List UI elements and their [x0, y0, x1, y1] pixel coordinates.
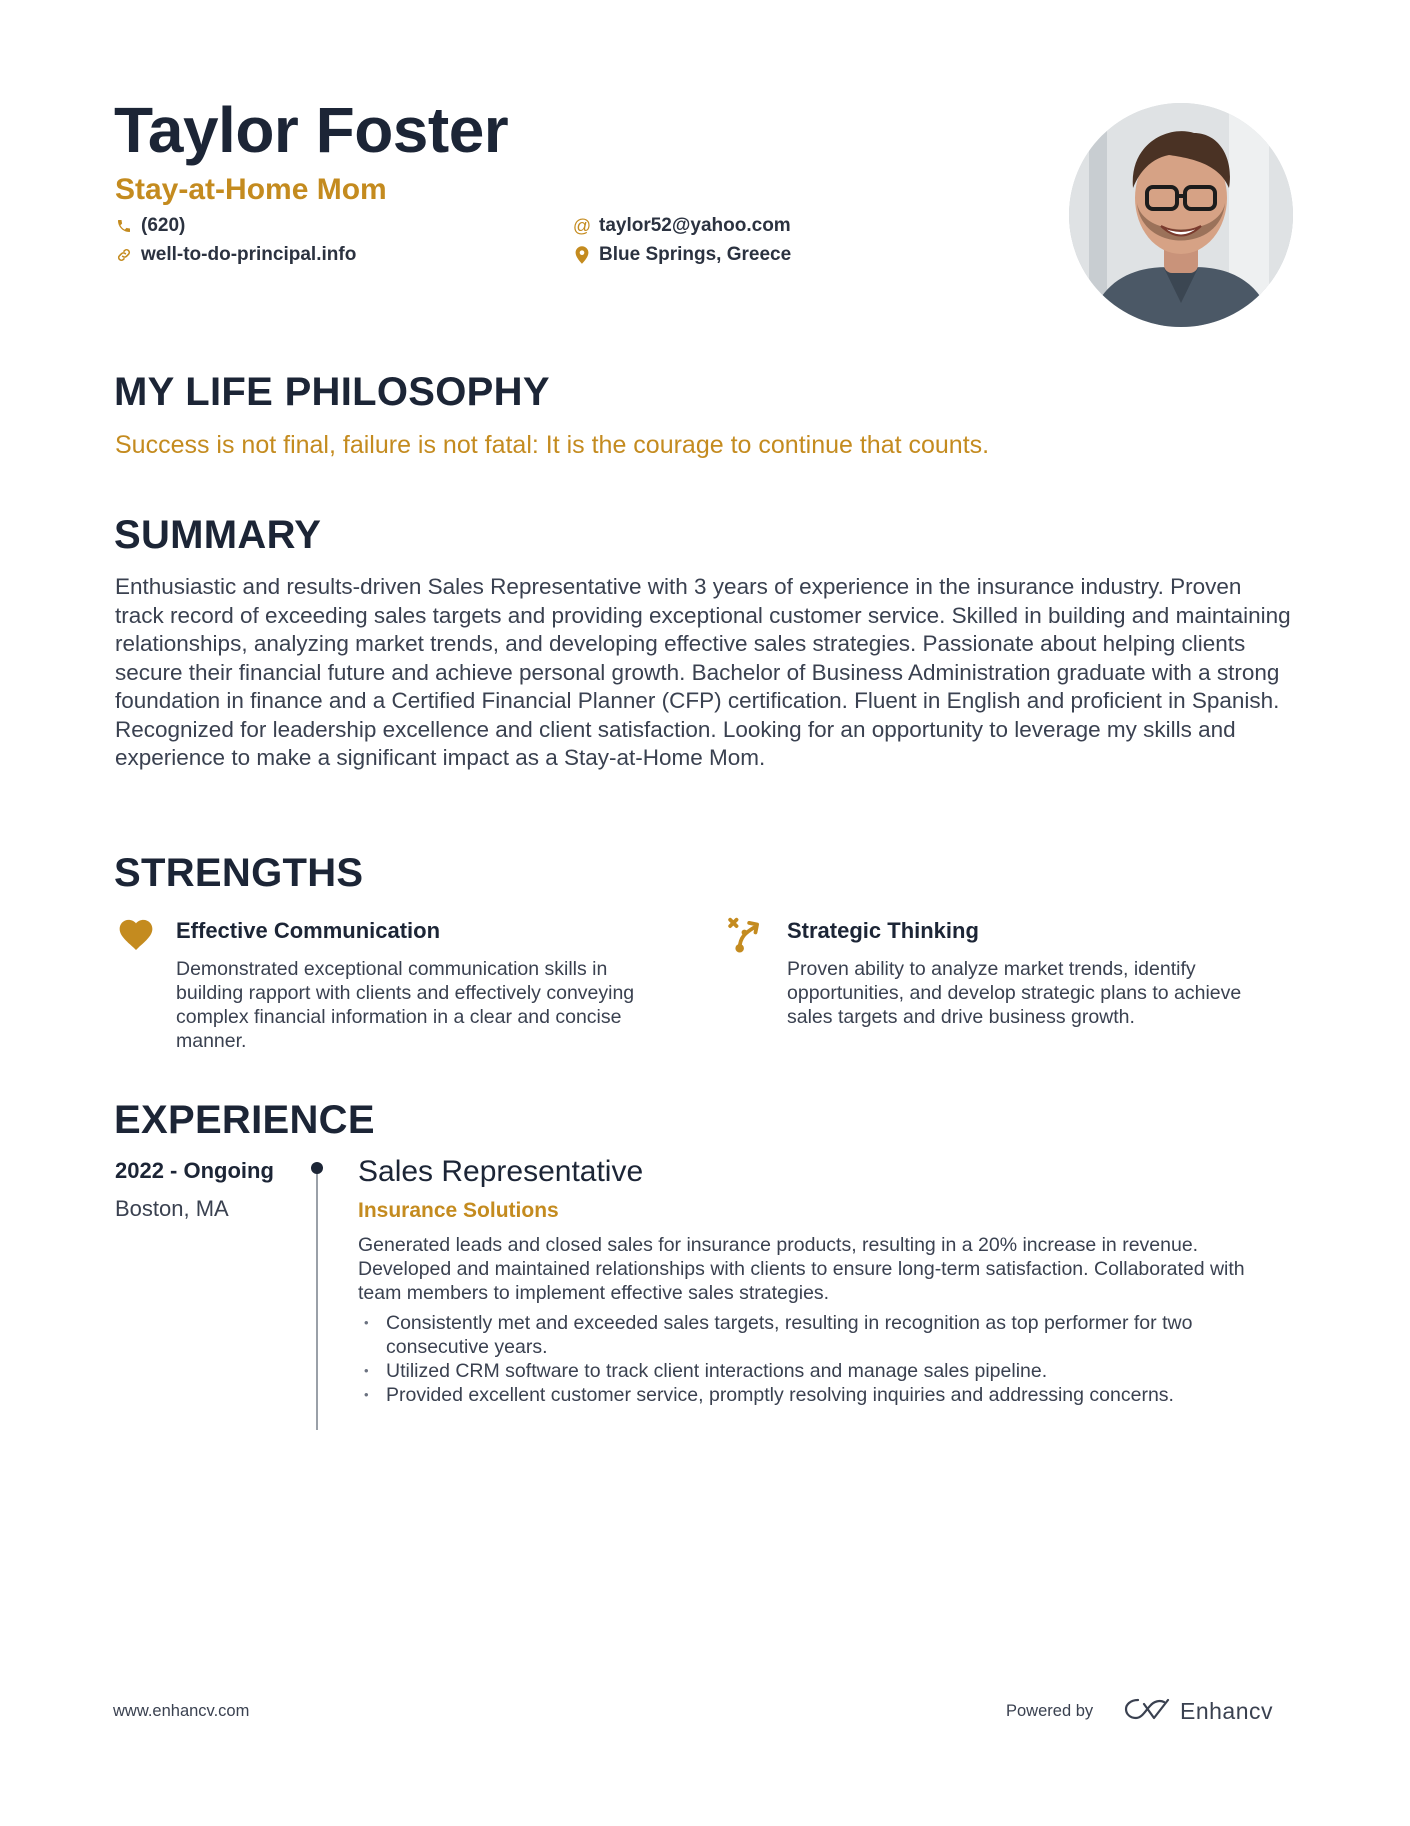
footer-website[interactable]: www.enhancv.com	[113, 1702, 250, 1720]
timeline-dot	[311, 1162, 323, 1174]
experience-bullets	[358, 1311, 1288, 1407]
email-value[interactable]: taylor52@yahoo.com	[599, 215, 791, 236]
experience-company: Insurance Solutions	[358, 1199, 559, 1222]
philosophy-quote: Success is not final, failure is not fatal: It is the courage to continue that counts.	[115, 431, 990, 459]
summary-heading: SUMMARY	[114, 513, 322, 557]
summary-text: Enthusiastic and results-driven Sales Representative with 3 years of experience in the insurance industry. Proven track record of exceeding sales targets and providing exceptional customer service. Skilled in building and maintaining relationships, analyzing market trends, and developing effective sales strategies. Passionate about helping clients secure their financial future and achieve personal growth. Bachelor of Business Administration graduate with a strong foundation in finance and a Certified Financial Planner (CFP) certification. Fluent in English and proficient in Spanish. Recognized for leadership excellence and client satisfaction. Looking for an opportunity to leverage my skills and experience to make a significant impact as a Stay-at-Home Mom.	[115, 574, 1291, 770]
strengths-heading: STRENGTHS	[114, 851, 364, 895]
footer-brand: Enhancv	[1180, 1698, 1274, 1724]
website-value[interactable]: well-to-do-principal.info	[141, 244, 357, 265]
phone-value: (620)	[141, 215, 186, 236]
strategy-icon	[727, 915, 767, 955]
strength-description: Demonstrated exceptional communication skills in building rapport with clients and effectively conveying complex financial information in a clear and concise manner.	[176, 958, 635, 1052]
heart-icon	[116, 915, 156, 955]
strength-title: Effective Communication	[176, 918, 441, 943]
experience-title: Sales Representative	[358, 1155, 644, 1188]
philosophy-heading: MY LIFE PHILOSOPHY	[114, 370, 550, 414]
contact-website	[115, 245, 356, 264]
list-item: • Utilized CRM software to track client interactions and manage sales pipeline.	[358, 1359, 1288, 1383]
profile-photo	[1069, 103, 1293, 327]
contact-email	[573, 216, 791, 235]
list-item: • Consistently met and exceeded sales targets, resulting in recognition as top performer for two consecutive years.	[358, 1311, 1288, 1359]
candidate-name: Taylor Foster	[114, 94, 509, 166]
at-icon: @	[572, 215, 592, 236]
enhancv-logo[interactable]	[1124, 1696, 1273, 1727]
footer-powered-by: Powered by	[1006, 1702, 1094, 1720]
candidate-role: Stay-at-Home Mom	[115, 173, 387, 206]
location-pin-icon	[573, 246, 591, 264]
location-value: Blue Springs, Greece	[599, 244, 792, 265]
enhancv-logo-icon	[1124, 1696, 1170, 1727]
contact-phone	[115, 216, 185, 235]
timeline-line	[316, 1168, 318, 1430]
experience-dates: 2022 - Ongoing	[115, 1158, 274, 1183]
strength-title: Strategic Thinking	[787, 918, 979, 943]
strength-description: Proven ability to analyze market trends, identify opportunities, and develop strategic plans to achieve sales targets and drive business growth.	[787, 958, 1242, 1028]
contact-location	[573, 245, 791, 264]
experience-description: Generated leads and closed sales for insurance products, resulting in a 20% increase in revenue. Developed and maintained relationships with clients to ensure long-term satisfaction. Collaborated with team members to implement effective sales strategies.	[358, 1234, 1245, 1304]
phone-icon	[115, 217, 133, 235]
experience-location: Boston, MA	[115, 1196, 229, 1221]
experience-heading: EXPERIENCE	[114, 1098, 375, 1142]
link-icon	[115, 246, 133, 264]
list-item: • Provided excellent customer service, promptly resolving inquiries and addressing concerns.	[358, 1383, 1288, 1407]
